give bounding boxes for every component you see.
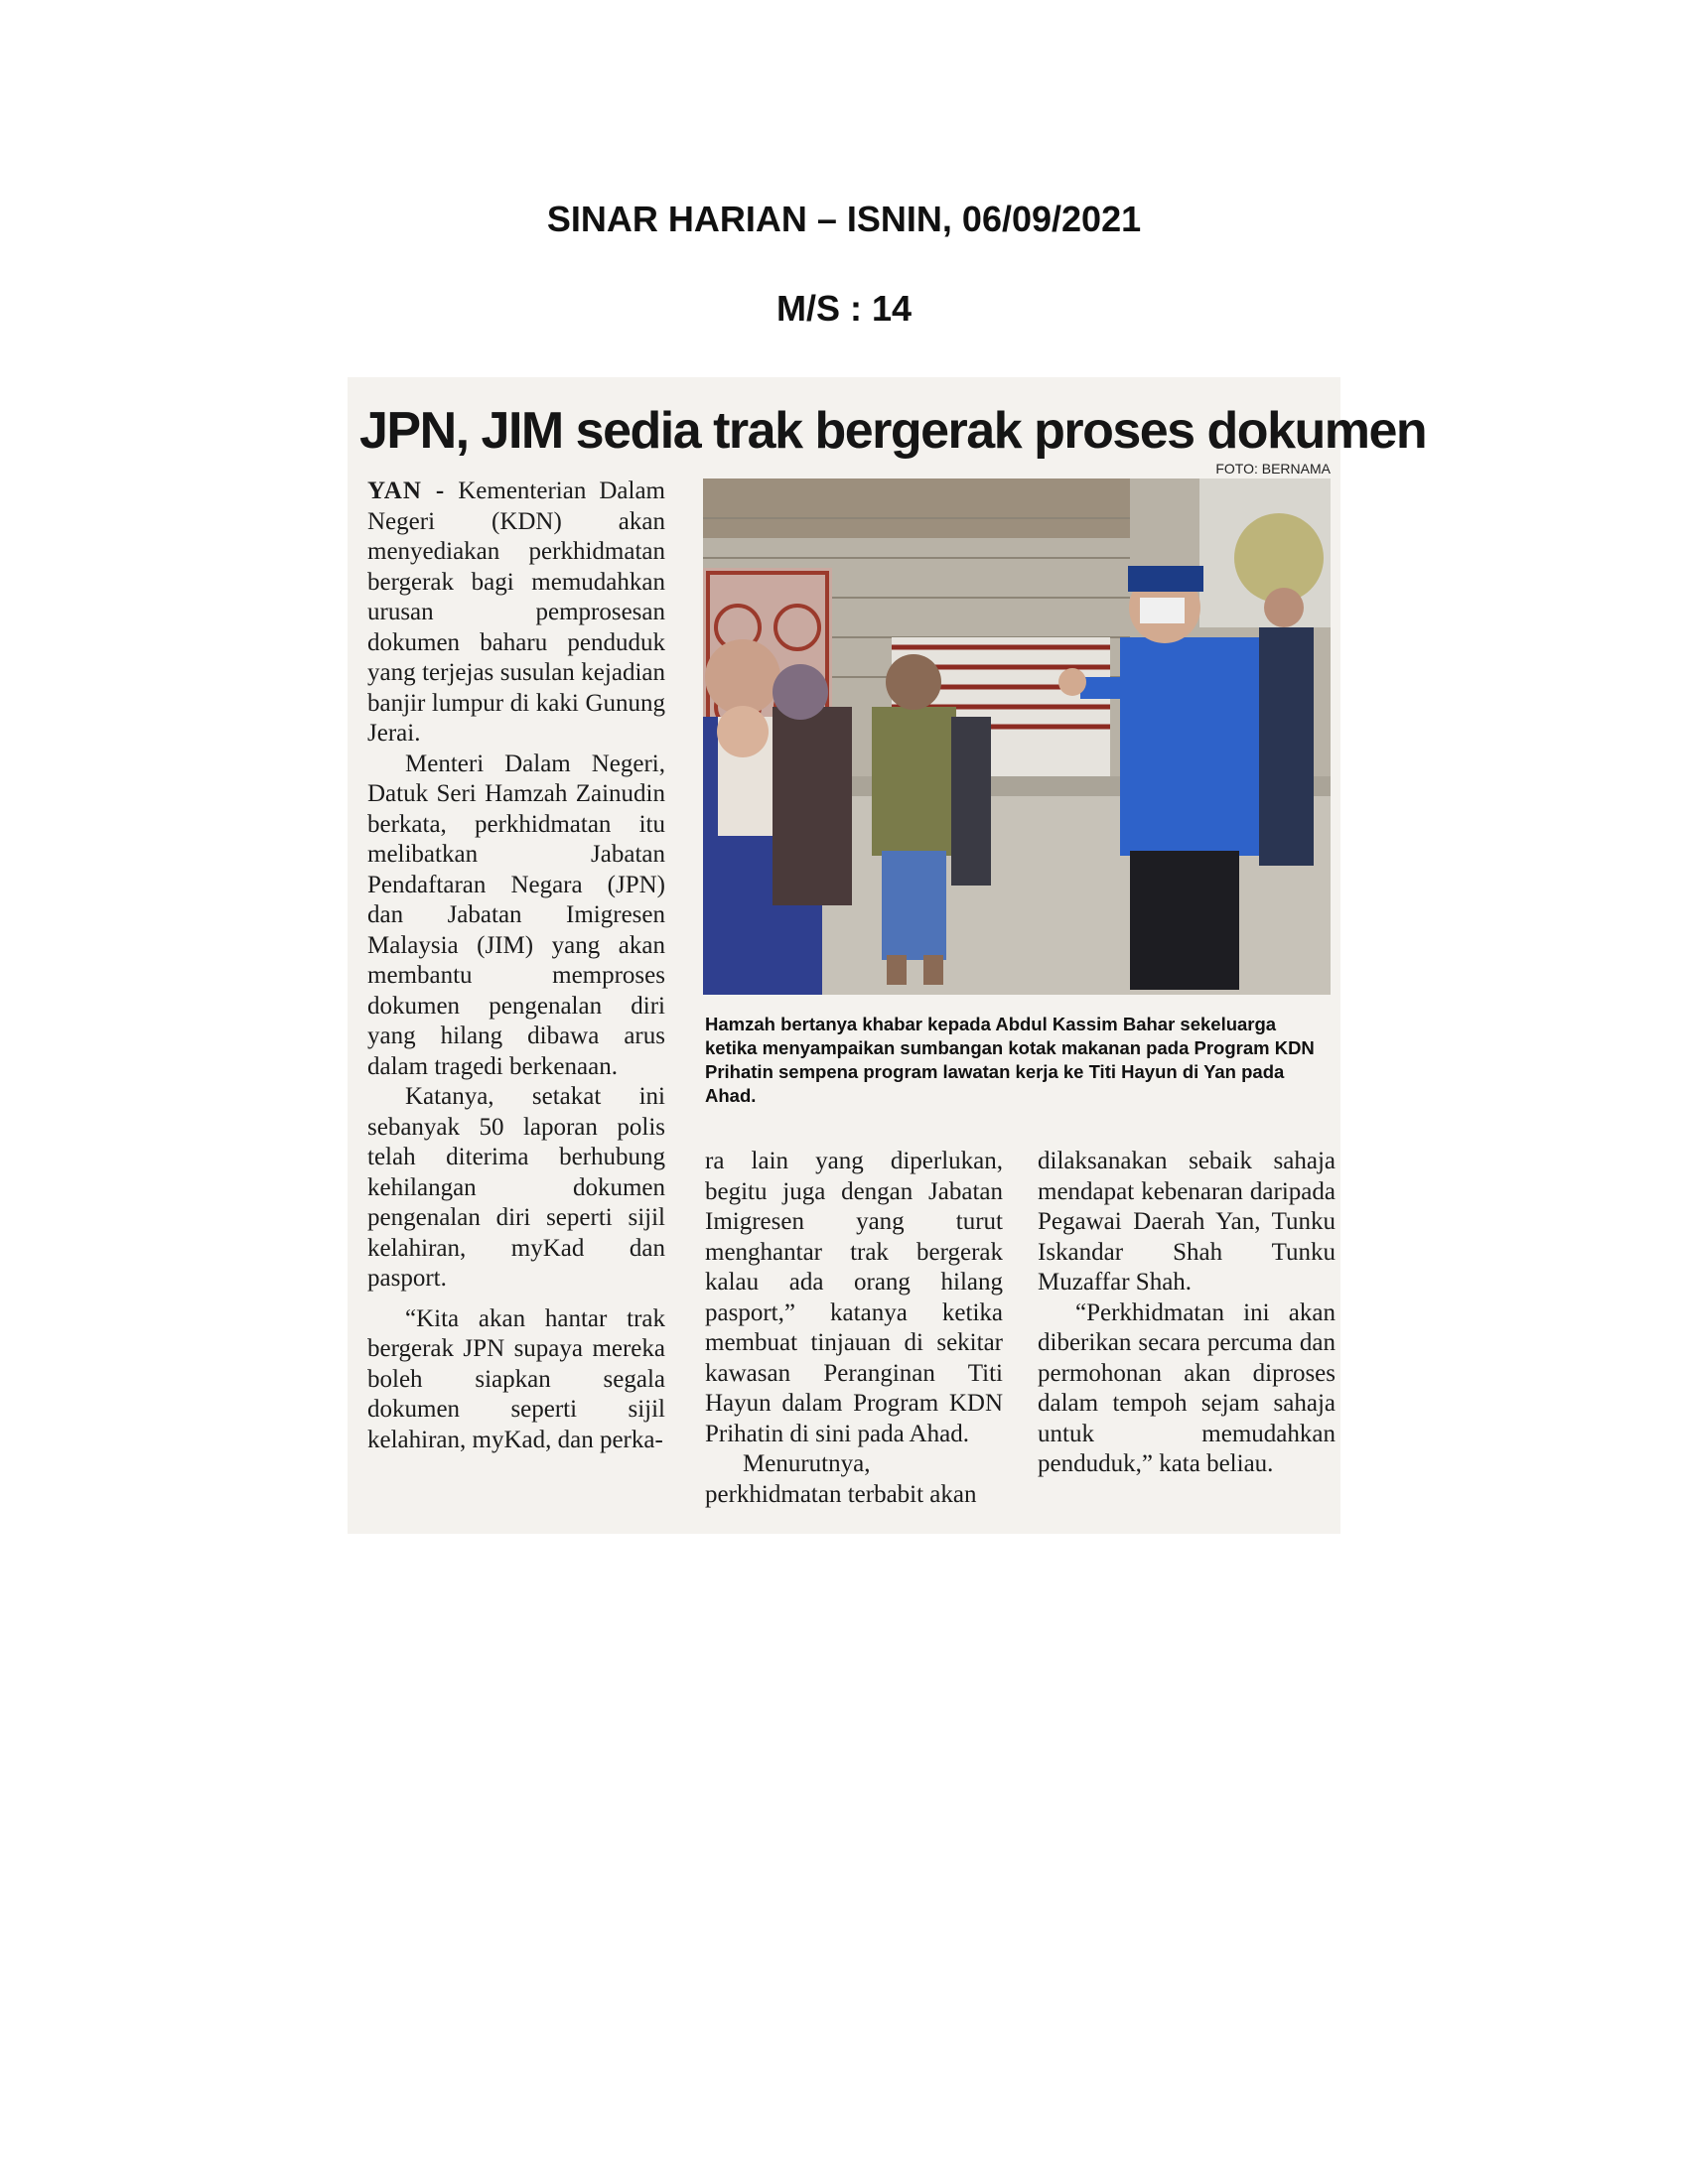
article-column-3 (1038, 1147, 1336, 1480)
article-paragraph: ra lain yang diperlukan, begitu juga dengan Jabatan Imigresen yang turut menghantar trak bergerak kalau ada orang hilang pasport,” katanya ketika membuat tinjauan di sekitar kawasan Peranginan Titi Hayun dalam Program KDN Prihatin di sini pada Ahad. (705, 1148, 1003, 1447)
page-number: M/S : 14 (775, 288, 913, 329)
photo-credit: FOTO: BERNAMA (1215, 461, 1331, 477)
article-paragraph (367, 477, 665, 750)
photo-caption: Hamzah bertanya khabar kepada Abdul Kassim Bahar sekeluarga ketika menyampaikan sumbangan kotak makanan pada Program KDN Prihatin sempena program lawatan kerja ke Titi Hayun di Yan pada Ahad. (705, 1014, 1315, 1106)
article-paragraph: “Perkhidmatan ini akan diberikan secara percuma dan permohonan akan diproses dalam tempoh sejam sahaja untuk memudahkan penduduk,” kata beliau. (1038, 1298, 1336, 1477)
article-paragraph: Menurutnya, perkhidmatan terbabit akan (705, 1450, 977, 1508)
paragraph-text: Kementerian Dalam Negeri (KDN) akan menyediakan perkhidmatan bergerak bagi memudahkan urusan pemprosesan dokumen baharu penduduk yang terjejas susulan kejadian banjir lumpur di kaki Gunung Jerai. (367, 478, 665, 747)
article-paragraph: Menteri Dalam Negeri, Datuk Seri Hamzah Zainudin berkata, perkhidmatan itu melibatkan Jabatan Pendaftaran Negara (JPN) dan Jabatan Imigresen Malaysia (JIM) yang akan membantu memproses dokumen pengenalan diri yang hilang dibawa arus dalam tragedi berkenaan. (367, 750, 665, 1080)
article-column-1 (367, 477, 665, 1455)
news-photo (703, 478, 1331, 995)
article-paragraph: Katanya, setakat ini sebanyak 50 laporan polis telah diterima berhubung kehilangan dokumen pengenalan diri seperti sijil kelahiran, myKad dan pasport. (367, 1083, 665, 1292)
article-column-2 (705, 1147, 1003, 1510)
dateline: YAN - (367, 478, 446, 504)
publication-line: SINAR HARIAN – ISNIN, 06/09/2021 (546, 199, 1142, 239)
newspaper-clipping (348, 377, 1427, 1534)
article-paragraph: dilaksanakan sebaik sahaja mendapat kebenaran daripada Pegawai Daerah Yan, Tunku Iskandar Shah Tunku Muzaffar Shah. (1038, 1148, 1336, 1296)
article-headline: JPN, JIM sedia trak bergerak proses dokumen (359, 402, 1427, 460)
article-paragraph: “Kita akan hantar trak bergerak JPN supaya mereka boleh siapkan segala dokumen seperti sijil kelahiran, myKad, dan perka- (367, 1304, 665, 1453)
